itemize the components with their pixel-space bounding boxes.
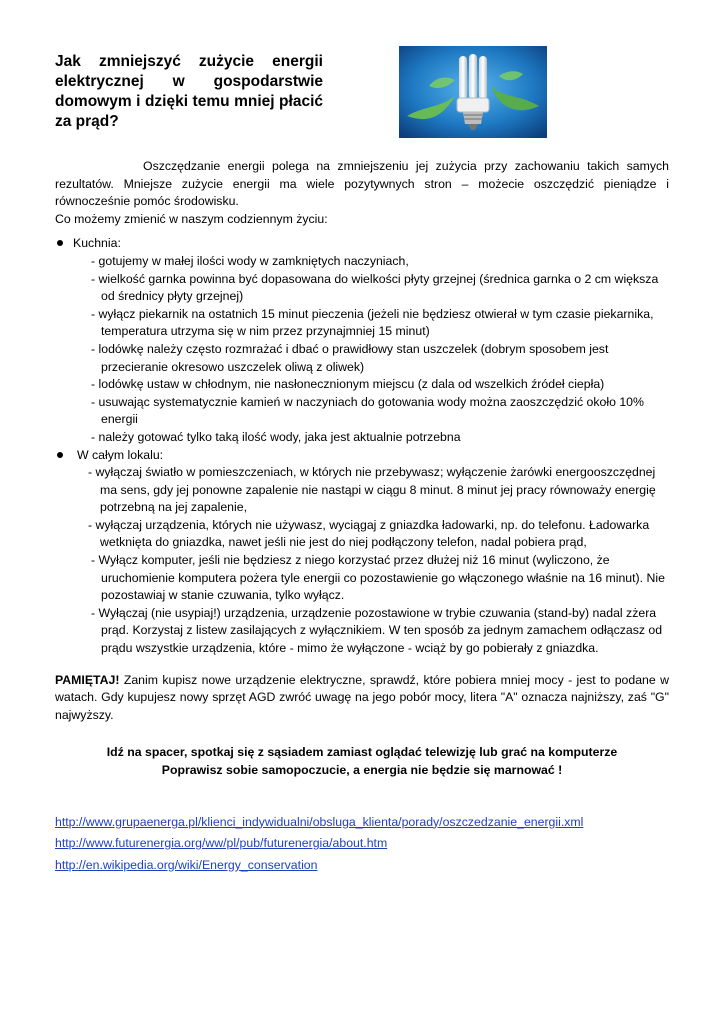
list-item: - lodówkę ustaw w chłodnym, nie nasłonecznionym miejscu (z dala od wszelkich źródeł ciepła)	[91, 377, 605, 392]
section-heading: Kuchnia:	[73, 236, 121, 251]
energy-saving-bulb-icon	[399, 46, 547, 138]
list-item: - usuwając systematycznie kamień w naczyniach do gotowania wody można zaoszczędzić około 10% energii	[91, 394, 644, 427]
bullet-icon	[57, 452, 63, 458]
list-item: - wielkość garnka powinna być dopasowana do wielkości płyty grzejnej (średnica garnka o 2 cm większa od średnicy płyty grzejnej)	[91, 271, 659, 304]
source-link[interactable]: http://en.wikipedia.org/wiki/Energy_conservation	[55, 857, 318, 872]
section-heading: W całym lokalu:	[77, 447, 164, 462]
intro-paragraph: Oszczędzanie energii polega na zmniejszeniu jej zużycia przy zachowaniu takich samych rezultatów. Mniejsze zużycie energii ma wiele pozytywnych stron – możecie oszczędzić pieniądze i równocześnie pomóc środowisku.	[55, 159, 669, 209]
page-title: Jak zmniejszyć zużycie energii elektrycznej w gospodarstwie domowym i dzięki temu mniej płacić za prąd?	[55, 53, 323, 130]
slogan-line: Poprawisz sobie samopoczucie, a energia nie będzie się marnować !	[161, 763, 563, 777]
list-item: - lodówkę należy często rozmrażać i dbać o prawidłowy stan uszczelek (dobrym sposobem jest przecieranie okresowo uszczelek oliwą z oliwek)	[91, 341, 609, 374]
list-item: - Wyłącz komputer, jeśli nie będziesz z niego korzystać przez dłużej niż 16 minut (wyliczono, że uruchomienie komputera pożera tyle energii co pozostawienie go włączonego właśnie na 16 minut). Nie pozostawiaj w stanie czuwania, tylko wyłącz.	[91, 553, 665, 603]
reminder-paragraph	[55, 672, 669, 725]
list-item: - gotujemy w małej ilości wody w zamkniętych naczyniach,	[91, 253, 409, 268]
list-item: - wyłączaj światło w pomieszczeniach, w których nie przebywasz; wyłączenie żarówki energooszczędnej ma sens, gdy jej ponowne zapalenie nie nastąpi w ciągu 8 minut. 8 minut jej pracy równoważy energię potrzebną na jej zapalenie,	[88, 465, 656, 515]
slogan	[55, 744, 669, 779]
list-item: - wyłączaj urządzenia, których nie używasz, wyciągaj z gniazdka ładowarki, np. do telefonu. Ładowarka wetknięta do gniazdka, nawet jeśli nie jest do niej podłączony telefon, nadal pobiera prąd,	[88, 517, 650, 550]
article-body	[55, 158, 669, 878]
reminder-text: Zanim kupisz nowe urządzenie elektryczne, sprawdź, które pobiera mniej mocy - jest to podane w watach. Gdy kupujesz nowy sprzęt AGD zwróć uwagę na jego pobór mocy, litera "A" oznacza najniższy, zaś "G" najwyższy.	[55, 672, 669, 722]
question-line: Co możemy zmienić w naszym codziennym życiu:	[55, 211, 328, 226]
source-links	[55, 814, 669, 875]
source-link[interactable]: http://www.futurenergia.org/ww/pl/pub/futurenergia/about.htm	[55, 836, 388, 851]
slogan-line: Idź na spacer, spotkaj się z sąsiadem zamiast oglądać telewizję lub grać na komputerze	[106, 745, 618, 760]
list-item: - Wyłączaj (nie usypiaj!) urządzenia, urządzenie pozostawione w trybie czuwania (stand-by) nadal zżera prąd. Korzystaj z listew zasilających z wyłącznikiem. W ten sposób za jednym zamachem odłączasz od prądu wszystkie urządzenia, które - mimo że wyłączone - wciąż by go pobierały z gniazdka.	[91, 605, 663, 656]
section-kitchen	[55, 235, 669, 446]
reminder-label: PAMIĘTAJ!	[55, 672, 120, 687]
section-whole-home	[55, 447, 669, 658]
list-item: - należy gotować tylko taką ilość wody, jaka jest aktualnie potrzebna	[91, 429, 461, 444]
bullet-icon	[57, 240, 63, 246]
list-item: - wyłącz piekarnik na ostatnich 15 minut pieczenia (jeżeli nie będziesz otwierał w tym czasie piekarnika, temperatura utrzyma się w nim przez przynajmniej 15 minut)	[91, 306, 654, 339]
source-link[interactable]: http://www.grupaenerga.pl/klienci_indywidualni/obsluga_klienta/porady/oszczedzanie_energii.xml	[55, 814, 584, 829]
